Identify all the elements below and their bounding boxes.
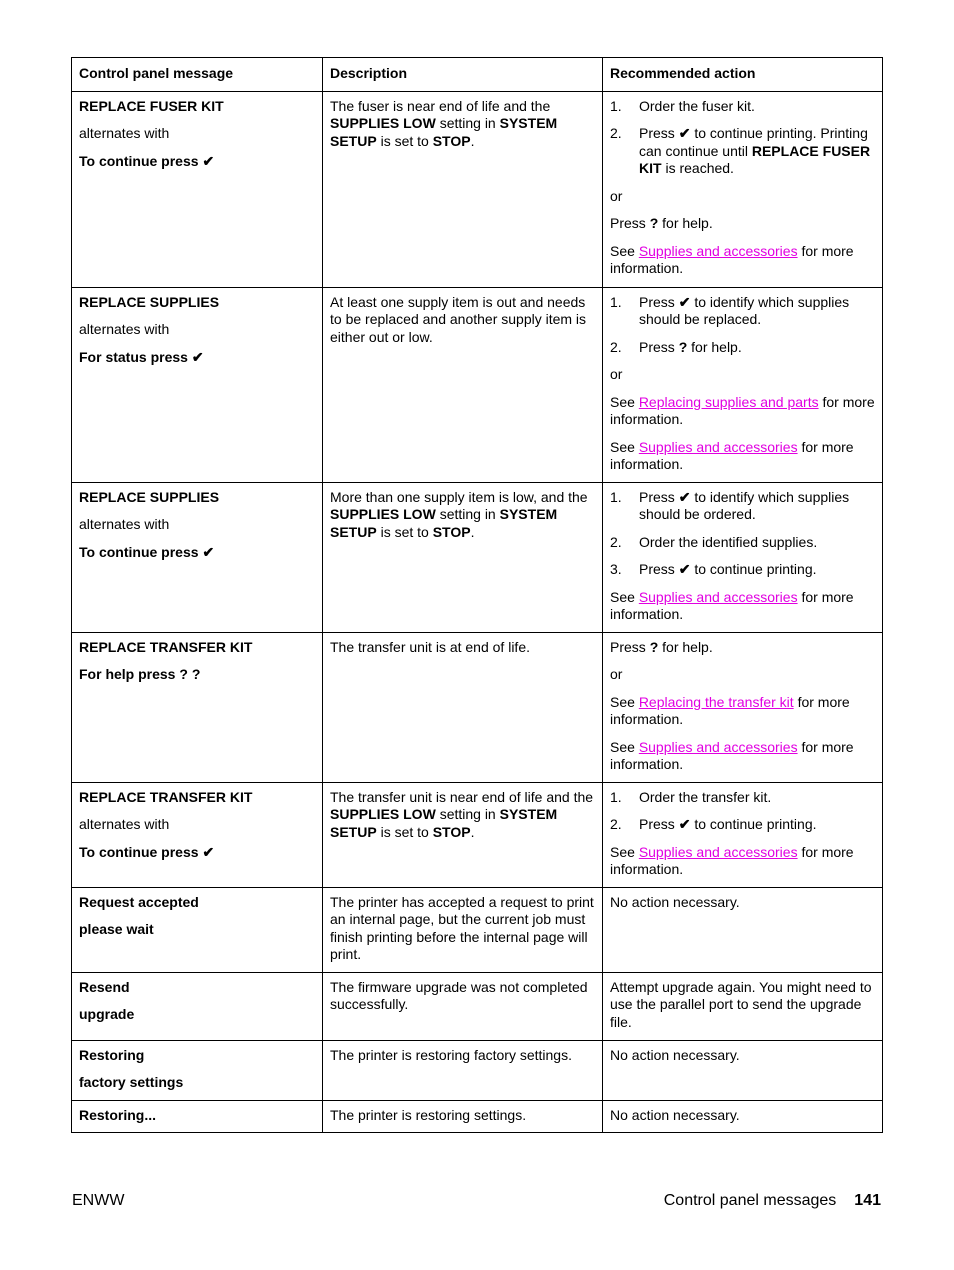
help-icon: ? xyxy=(678,338,688,355)
list-item: 2. Order the identified supplies. xyxy=(610,533,818,550)
message-cell: REPLACE FUSER KIT alternates with To continue press ✔ xyxy=(72,91,323,287)
table-row xyxy=(72,632,883,782)
description-cell: More than one supply item is low, and the SUPPLIES LOW setting in SYSTEM SETUP is set to STOP. xyxy=(323,482,603,632)
help-icon: ? xyxy=(649,215,659,231)
checkmark-icon: ✔ xyxy=(202,843,215,860)
message-cell: REPLACE SUPPLIES alternates with To continue press ✔ xyxy=(72,482,323,632)
description-cell: At least one supply item is out and needs to be replaced and another supply item is either out or low. xyxy=(323,287,603,482)
checkmark-icon: ✔ xyxy=(678,561,691,577)
description-cell: The printer has accepted a request to print an internal page, but the current job must finish printing before the internal page will print. xyxy=(323,887,603,972)
list-item: 2. Press ? for help. xyxy=(610,338,742,355)
table-row xyxy=(72,91,883,287)
action-cell: Press ? for help. or See Replacing the transfer kit for more information. See Supplies and accessories for more information. xyxy=(603,632,883,782)
action-cell: No action necessary. xyxy=(603,1040,883,1100)
action-cell: 1. Order the fuser kit. 2. Press ✔ to continue printing. Printing can continue until REPLACE FUSER KIT is reached. or Press ? for help. See Supplies and accessories for more information. xyxy=(603,91,883,287)
action-cell: Attempt upgrade again. You might need to use the parallel port to send the upgrade file. xyxy=(603,972,883,1040)
table-row xyxy=(72,887,883,972)
description-cell: The printer is restoring factory settings. xyxy=(323,1040,603,1100)
description-cell: The fuser is near end of life and the SUPPLIES LOW setting in SYSTEM SETUP is set to STOP. xyxy=(323,91,603,287)
action-cell: 1. Order the transfer kit. 2. Press ✔ to continue printing. See Supplies and accessories for more information. xyxy=(603,782,883,887)
supplies-and-accessories-link[interactable]: Supplies and accessories xyxy=(638,438,798,455)
message-cell: Restoring... xyxy=(72,1100,323,1133)
table-row xyxy=(72,972,883,1040)
checkmark-icon: ✔ xyxy=(191,348,204,365)
supplies-and-accessories-link[interactable]: Supplies and accessories xyxy=(638,738,798,755)
column-header: Recommended action xyxy=(603,58,883,92)
supplies-and-accessories-link[interactable]: Supplies and accessories xyxy=(638,242,798,259)
message-cell: Request accepted please wait xyxy=(72,887,323,972)
table-header-row xyxy=(72,58,883,92)
checkmark-icon: ✔ xyxy=(678,293,691,310)
list-item: 1. Press ✔ to identify which supplies should be ordered. xyxy=(610,488,850,522)
description-cell: The firmware upgrade was not completed successfully. xyxy=(323,972,603,1040)
list-item: 1. Press ✔ to identify which supplies should be replaced. xyxy=(610,293,850,327)
help-icon: ? xyxy=(191,666,201,682)
list-item: 1. Order the transfer kit. xyxy=(610,788,772,805)
column-header: Control panel message xyxy=(72,58,323,92)
footer-right xyxy=(664,1192,881,1210)
message-cell: REPLACE TRANSFER KIT alternates with To continue press ✔ xyxy=(72,782,323,887)
list-item: 2. Press ✔ to continue printing. xyxy=(610,816,817,832)
page-number: 141 xyxy=(854,1192,881,1209)
description-cell: The printer is restoring settings. xyxy=(323,1100,603,1133)
checkmark-icon: ✔ xyxy=(678,488,691,505)
table-row xyxy=(72,1100,883,1133)
footer-left: ENWW xyxy=(72,1192,125,1209)
action-cell: No action necessary. xyxy=(603,887,883,972)
checkmark-icon: ✔ xyxy=(678,816,691,832)
control-panel-messages-table xyxy=(71,57,883,1133)
replacing-transfer-kit-link[interactable]: Replacing the transfer kit xyxy=(638,693,794,710)
message-cell: Restoring factory settings xyxy=(72,1040,323,1100)
supplies-and-accessories-link[interactable]: Supplies and accessories xyxy=(638,588,798,605)
description-cell: The transfer unit is near end of life and the SUPPLIES LOW setting in SYSTEM SETUP is set to STOP. xyxy=(323,782,603,887)
checkmark-icon: ✔ xyxy=(202,543,215,560)
checkmark-icon: ✔ xyxy=(202,152,215,169)
replacing-supplies-link[interactable]: Replacing supplies and parts xyxy=(638,393,819,410)
list-item: 1. Order the fuser kit. xyxy=(610,97,755,114)
action-cell: No action necessary. xyxy=(603,1100,883,1133)
help-icon: ? xyxy=(649,638,659,655)
footer-section: Control panel messages xyxy=(663,1192,837,1209)
action-cell: 1. Press ✔ to identify which supplies should be replaced. 2. Press ? for help. or See Replacing supplies and parts for more information. See Supplies and accessories for more information. xyxy=(603,287,883,482)
table-row xyxy=(72,1040,883,1100)
action-cell: 1. Press ✔ to identify which supplies should be ordered. 2. Order the identified supplies. 3. Press ✔ to continue printing. See Supplies and accessories for more information. xyxy=(603,482,883,632)
description-cell: The transfer unit is at end of life. xyxy=(323,632,603,782)
checkmark-icon: ✔ xyxy=(678,125,691,141)
message-cell: Resend upgrade xyxy=(72,972,323,1040)
list-item: 2. Press ✔ to continue printing. Printing can continue until REPLACE FUSER KIT is reached. xyxy=(610,125,871,176)
table-row xyxy=(72,482,883,632)
message-cell: REPLACE SUPPLIES alternates with For status press ✔ xyxy=(72,287,323,482)
message-cell: REPLACE TRANSFER KIT For help press ? ? xyxy=(72,632,323,782)
list-item: 3. Press ✔ to continue printing. xyxy=(610,561,817,577)
table-row xyxy=(72,782,883,887)
table-row xyxy=(72,287,883,482)
column-header: Description xyxy=(323,58,603,92)
supplies-and-accessories-link[interactable]: Supplies and accessories xyxy=(638,843,798,860)
